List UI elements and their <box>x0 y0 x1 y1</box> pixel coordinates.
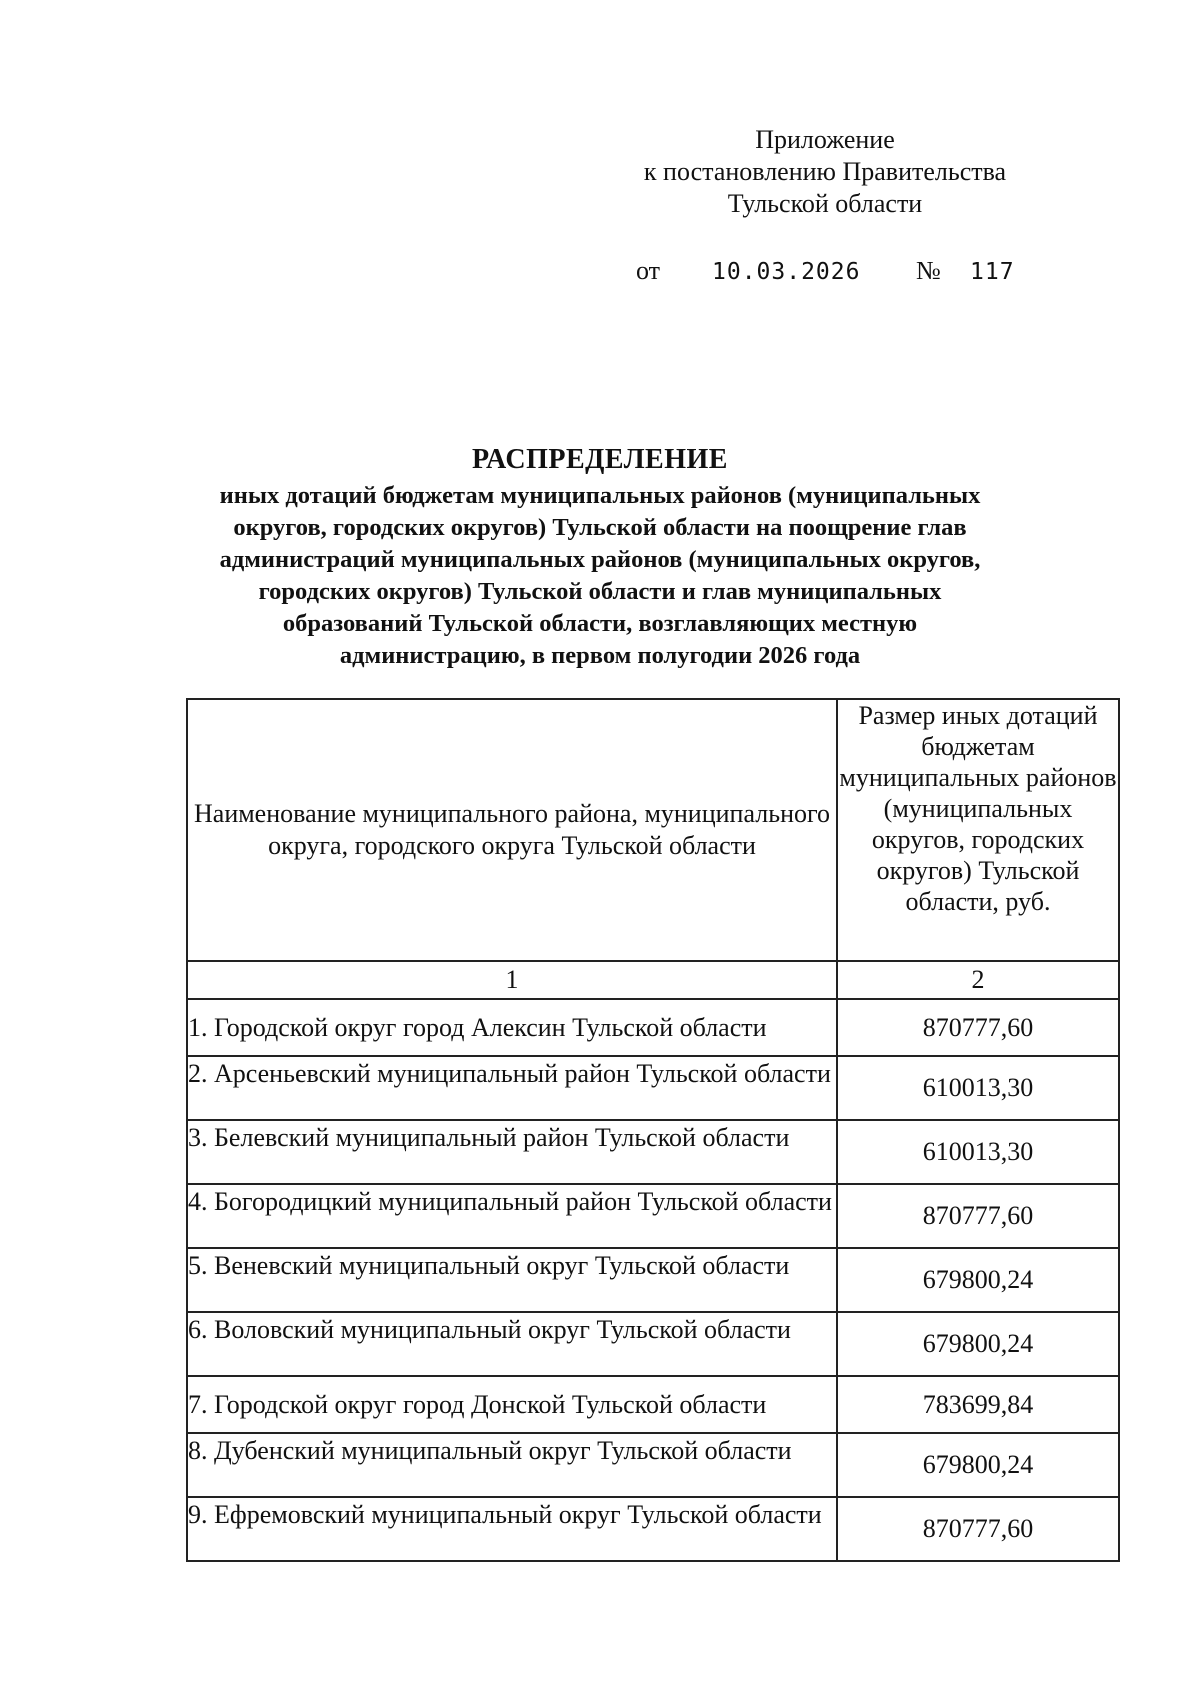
header-subsidy-amount: Размер иных дотаций бюджетам муниципальных районов (муниципальных округов, городских округов) Тульской области, руб. <box>837 699 1119 961</box>
municipality-name: 1. Городской округ город Алексин Тульской области <box>187 999 837 1056</box>
table-row <box>187 1120 1119 1184</box>
appendix-line-1: Приложение <box>755 125 895 154</box>
table-row <box>187 1312 1119 1376</box>
table-header-row <box>187 699 1119 961</box>
appendix-line-3: Тульской области <box>727 189 923 218</box>
municipality-name: 9. Ефремовский муниципальный округ Тульской области <box>187 1497 837 1561</box>
title-line: городских округов) Тульской области и глав муниципальных <box>258 578 942 605</box>
title-main: РАСПРЕДЕЛЕНИЕ <box>472 444 728 475</box>
subsidy-amount: 679800,24 <box>837 1312 1119 1376</box>
table-row <box>187 1497 1119 1561</box>
table-row <box>187 1248 1119 1312</box>
municipality-name: 2. Арсеньевский муниципальный район Тульской области <box>187 1056 837 1120</box>
subsidy-amount: 870777,60 <box>837 999 1119 1056</box>
title-line: иных дотаций бюджетам муниципальных районов (муниципальных <box>219 482 981 509</box>
subsidy-amount: 870777,60 <box>837 1184 1119 1248</box>
title-line: администраций муниципальных районов (муниципальных округов, <box>219 546 981 573</box>
title-line: образований Тульской области, возглавляющих местную <box>282 610 918 637</box>
municipality-name: 4. Богородицкий муниципальный район Тульской области <box>187 1184 837 1248</box>
subsidy-amount: 783699,84 <box>837 1376 1119 1433</box>
subsidy-amount: 610013,30 <box>837 1056 1119 1120</box>
subsidy-amount: 679800,24 <box>837 1248 1119 1312</box>
subsidy-amount: 870777,60 <box>837 1497 1119 1561</box>
column-number-row <box>187 961 1119 999</box>
subsidy-amount: 610013,30 <box>837 1120 1119 1184</box>
column-number-1: 1 <box>187 961 837 999</box>
table-row <box>187 1184 1119 1248</box>
decree-date: 10.03.2026 <box>712 259 861 285</box>
subsidy-amount: 679800,24 <box>837 1433 1119 1497</box>
header-municipality-name: Наименование муниципального района, муниципального округа, городского округа Тульской области <box>187 699 837 961</box>
decree-number: 117 <box>970 259 1015 285</box>
decree-from-label: от <box>636 256 661 285</box>
table-row <box>187 1433 1119 1497</box>
table-row <box>187 999 1119 1056</box>
table-row <box>187 1056 1119 1120</box>
title-line: округов, городских округов) Тульской области на поощрение глав <box>233 514 967 541</box>
municipality-name: 3. Белевский муниципальный район Тульской области <box>187 1120 837 1184</box>
municipality-name: 7. Городской округ город Донской Тульской области <box>187 1376 837 1433</box>
decree-number-sign: № <box>916 256 941 285</box>
table-row <box>187 1376 1119 1433</box>
municipality-name: 6. Воловский муниципальный округ Тульской области <box>187 1312 837 1376</box>
appendix-header <box>620 124 1030 220</box>
column-number-2: 2 <box>837 961 1119 999</box>
document-title <box>150 440 1050 672</box>
title-line: администрацию, в первом полугодии 2026 года <box>339 642 861 669</box>
distribution-table <box>186 698 1120 1562</box>
appendix-line-2: к постановлению Правительства <box>643 157 1007 186</box>
municipality-name: 5. Веневский муниципальный округ Тульской области <box>187 1248 837 1312</box>
municipality-name: 8. Дубенский муниципальный округ Тульской области <box>187 1433 837 1497</box>
title-subtitle <box>150 480 1050 672</box>
